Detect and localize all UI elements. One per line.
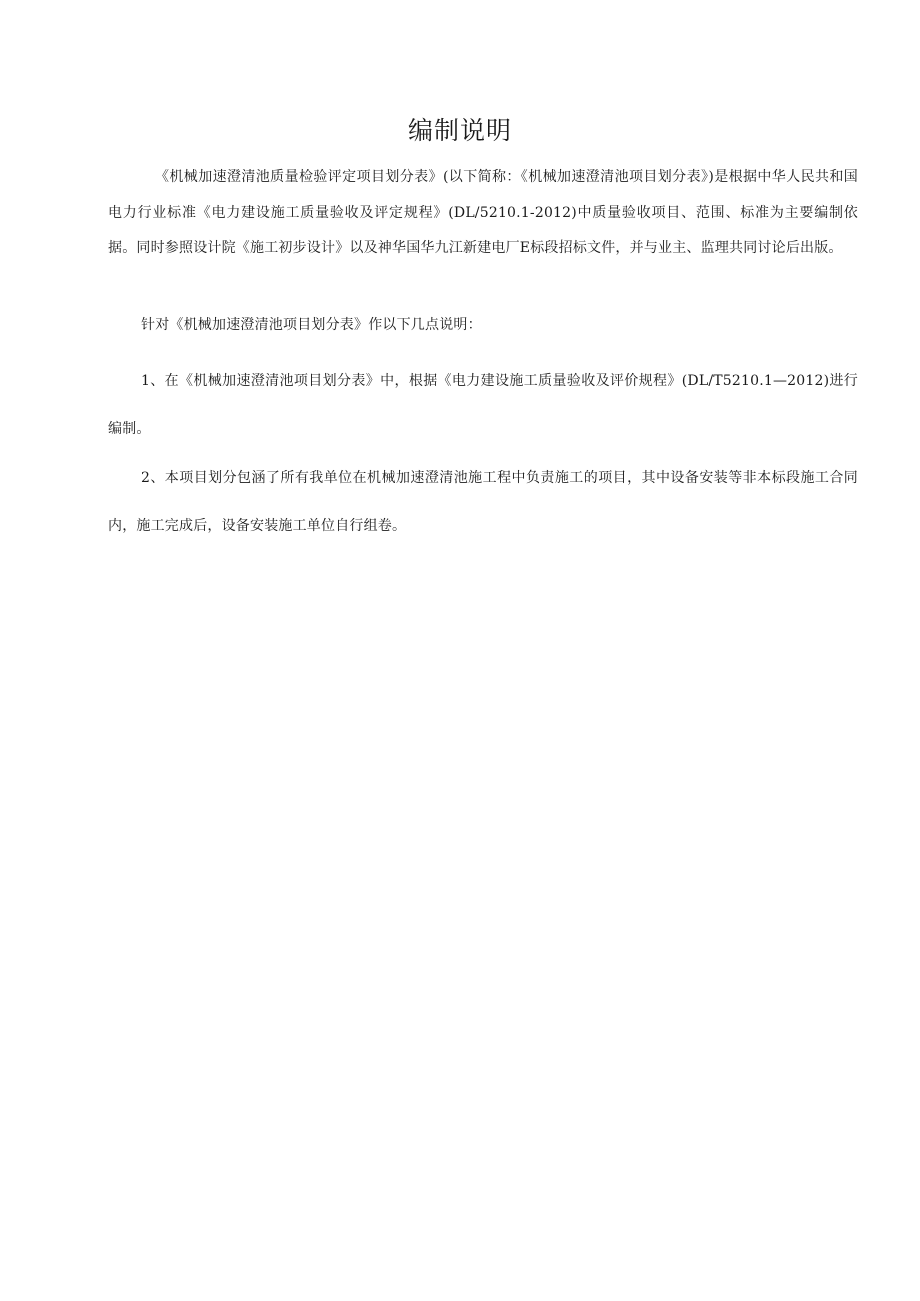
lead-paragraph: 针对《机械加速澄清池项目划分表》作以下几点说明： — [141, 317, 482, 333]
list-item-1: 1、在《机械加速澄清池项目划分表》中，根据《电力建设施工质量验收及评价规程》(DL/T5210.1—2012)进行编制。 — [108, 373, 858, 437]
intro-paragraph: 《机械加速澄清池质量检验评定项目划分表》(以下简称：《机械加速澄清池项目划分表》)是根据中华人民共和国电力行业标准《电力建设施工质量验收及评定规程》(DL/5210.1-2012)中质量验收项目、范围、标准为主要编制依据。同时参照设计院《施工初步设计》以及神华国华九江新建电厂E标段招标文件，并与业主、监理共同讨论后出版。 — [108, 169, 858, 256]
document-title: 编制说明 — [407, 116, 512, 145]
list-item-2: 2、本项目划分包涵了所有我单位在机械加速澄清池施工程中负责施工的项目，其中设备安装等非本标段施工合同内，施工完成后，设备安装施工单位自行组卷。 — [108, 470, 858, 534]
